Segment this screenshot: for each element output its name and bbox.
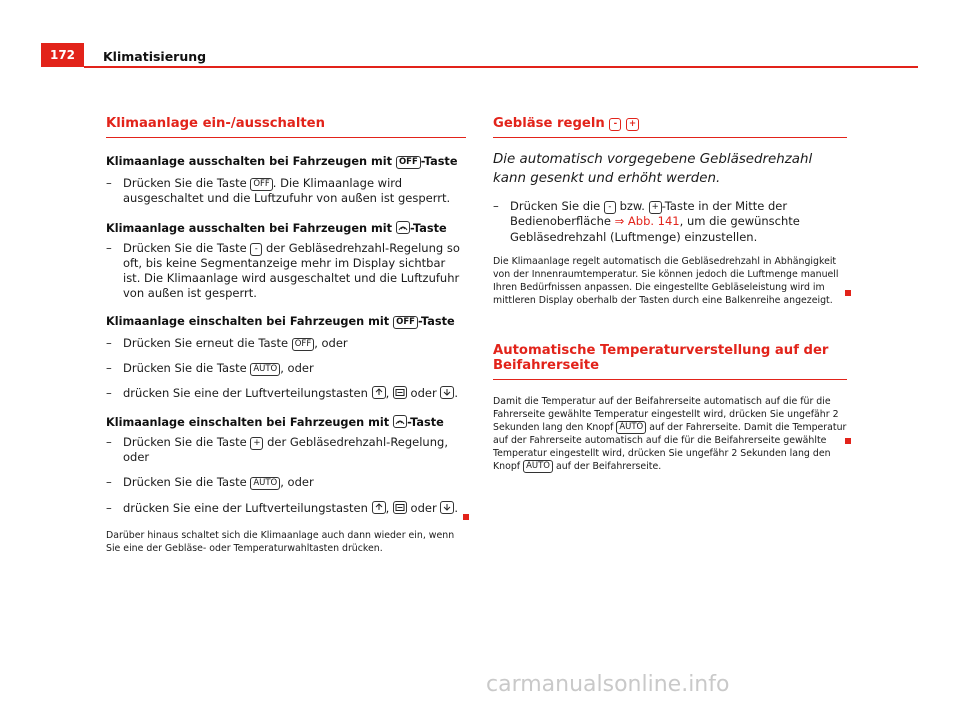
windshield-air-icon [372,386,386,399]
face-air-icon [393,501,407,514]
plus-key: + [626,118,639,131]
info-paragraph: Damit die Temperatur auf der Beifahrerseite automatisch auf die für die Fahrerseite gewählte Temperatur eingestellt wird, drücken Sie ungefähr 2 Sekunden lang den Knopf AUTO auf der Fahrerseite. Damit die Temperatur auf der Fahrerseite automatisch auf die für die Beifahrerseite gewählte Temperatur eingestellt wird, drücken Sie ungefähr 2 Sekunden lang den Knopf AUTO auf der Beifahrerseite. [493,395,847,472]
footwell-air-icon [440,386,454,399]
list-item: – Drücken Sie die - bzw. + -Taste in der Mitte der Bedienoberfläche ⇒ Abb. 141, um die gewünschte Gebläsedrehzahl (Luftmenge) einzustellen. [493,199,800,244]
plus-key: + [250,437,263,450]
list-item: – Drücken Sie die Taste OFF . Die Klimaanlage wird ausgeschaltet und die Luftzufuhr von außen ist gesperrt. [106,176,451,206]
off-key: OFF [393,316,418,329]
off-key: OFF [250,178,272,191]
footwell-air-icon [440,501,454,514]
minus-key: - [250,243,262,256]
page-number: 172 [41,43,84,67]
list-item: – drücken Sie eine der Luftverteilungstasten , oder . [106,386,458,401]
subheading-off-key: Klimaanlage ausschalten bei Fahrzeugen mit OFF -Taste [106,155,458,168]
auto-key: AUTO [250,363,280,376]
fan-icon [396,221,410,234]
list-item: – Drücken Sie die Taste AUTO , oder [106,475,314,490]
subheading-off-key-on: Klimaanlage einschalten bei Fahrzeugen mit OFF -Taste [106,314,455,328]
auto-key: AUTO [523,460,553,473]
subheading-fan-key: Klimaanlage ausschalten bei Fahrzeugen mit -Taste [106,221,447,235]
watermark: carmanualsonline.info [486,672,730,697]
list-item: – Drücken Sie die Taste - der Gebläsedrehzahl-Regelung so oft, bis keine Segmentanzeige mehr im Display sichtbar ist. Die Klimaanlage wird ausgeschaltet und die Luftzufuhr von außen ist gesperrt. [106,240,460,301]
windshield-air-icon [372,501,386,514]
minus-key: - [604,201,616,214]
list-item: – Drücken Sie erneut die Taste OFF , oder [106,335,348,350]
left-column [106,116,466,555]
subheading-fan-key-on: Klimaanlage einschalten bei Fahrzeugen mit -Taste [106,415,444,429]
right-column [493,116,847,473]
header-rule [84,66,918,68]
section-end-marker [845,438,851,444]
auto-key: AUTO [616,421,646,434]
list-item: – Drücken Sie die Taste + der Gebläsedrehzahl-Regelung, oder [106,434,448,464]
chapter-title: Klimatisierung [103,49,207,64]
section-heading-auto-temp: Automatische Temperaturverstellung auf der Beifahrerseite [493,343,847,380]
info-paragraph: Die Klimaanlage regelt automatisch die Gebläsedrehzahl in Abhängigkeit von der Innenraumtemperatur. Sie können jedoch die Luftmenge manuell Ihren Bedürfnissen anpassen. Die eingestellte Gebläseleistung wird im mittleren Display oberhalb der Tasten durch eine Balkenreihe angezeigt. [493,255,839,306]
auto-key: AUTO [250,477,280,490]
off-key: OFF [396,156,421,169]
section-end-marker [845,290,851,296]
intro-text: Die automatisch vorgegebene Gebläsedrehzahl kann gesenkt und erhöht werden. [493,152,813,186]
fan-icon [393,415,407,428]
section-heading-fan: Gebläse regeln - + [493,116,847,138]
minus-key: - [609,118,621,131]
face-air-icon [393,386,407,399]
off-key: OFF [292,338,314,351]
section-heading-on-off: Klimaanlage ein-/ausschalten [106,116,466,138]
section-end-marker [463,514,469,520]
figure-reference-link[interactable]: ⇒ Abb. 141 [614,214,680,229]
list-item: – Drücken Sie die Taste AUTO , oder [106,361,314,376]
plus-key: + [649,201,662,214]
note-paragraph: Darüber hinaus schaltet sich die Klimaanlage auch dann wieder ein, wenn Sie eine der Gebläse- oder Temperaturwahltasten drücken. [106,529,455,554]
list-item: – drücken Sie eine der Luftverteilungstasten , oder . [106,500,458,515]
